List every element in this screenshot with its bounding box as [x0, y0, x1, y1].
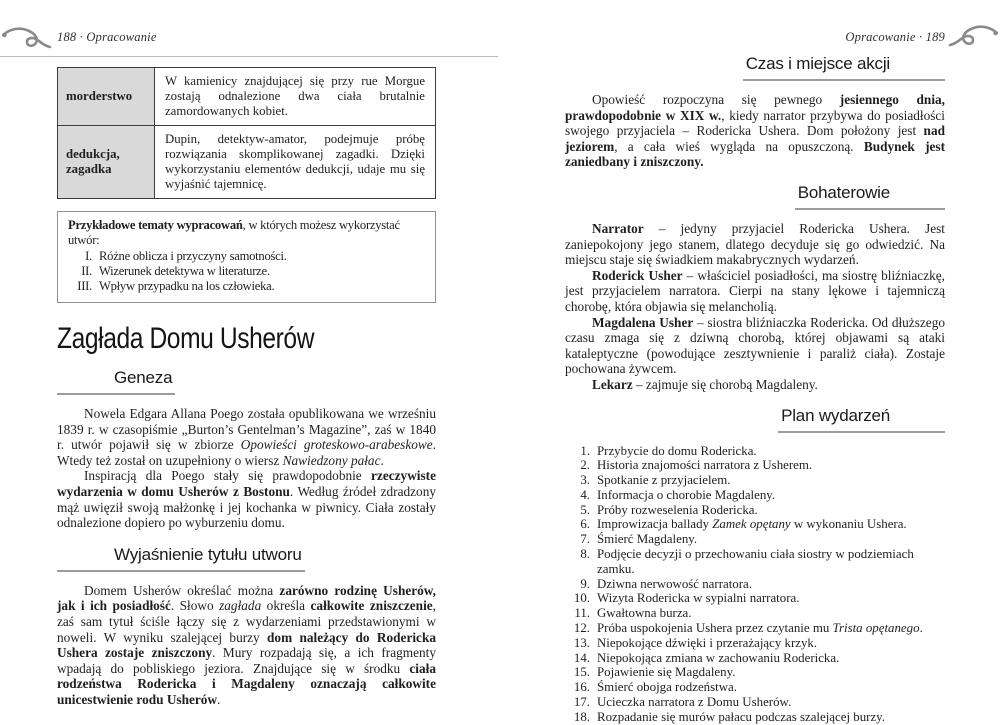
table-row: [58, 126, 436, 199]
topics-box-title-rest: , w których możesz wykorzystać utwór:: [68, 218, 400, 247]
plan-item: [565, 577, 945, 592]
plan-item-number: 12.: [573, 621, 590, 636]
running-head-left: 188 · Opracowanie: [57, 30, 157, 44]
plan-item-text: Niepokojące dźwięki i przerażający krzyk.: [597, 635, 818, 650]
plan-item-text: Pojawienie się Magdaleny.: [597, 665, 736, 680]
plan-item-text: Próby rozweselenia Rodericka.: [597, 502, 758, 517]
topics-list: [68, 249, 425, 294]
plan-item: [565, 532, 945, 547]
section-geneza: [57, 369, 436, 531]
plan-item-number: 17.: [573, 695, 590, 710]
plan-item-number: 6.: [580, 517, 590, 532]
plan-item-number: 11.: [574, 606, 590, 621]
plan-item: [565, 488, 945, 503]
section-characters: [565, 184, 945, 393]
plan-item-text: Podjęcie decyzji o przechowaniu ciała siostry w podziemiach zamku.: [597, 547, 914, 576]
roman-numeral: I.: [85, 249, 92, 263]
plan-item-number: 15.: [573, 665, 590, 680]
character-paragraph: Roderick Usher – właściciel posiadłości, ma siostrę bliźniaczkę, jest przyjacielem narratora. Cierpi na stany lękowe i tajemniczą chorobę, która objawia się melancholią.: [565, 267, 945, 314]
plan-item-number: 14.: [573, 650, 590, 665]
topics-list-item: [68, 279, 425, 294]
plan-item: [565, 651, 945, 666]
plan-item-text: Ucieczka narratora z Domu Usherów.: [597, 695, 792, 710]
section-heading: Czas i miejsce akcji: [743, 55, 945, 81]
plan-item-text: Historia znajomości narratora z Usherem.: [597, 458, 813, 473]
section-time-place: [565, 55, 945, 170]
plan-item-number: 5.: [580, 502, 590, 517]
plan-item-number: 2.: [580, 458, 590, 473]
plan-list: [565, 444, 945, 725]
plan-item-text: Śmierć obojga rodzeństwa.: [597, 680, 737, 695]
chapter-title: Zagłada Domu Usherów: [57, 322, 315, 355]
plan-item-text: Informacja o chorobie Magdaleny.: [597, 487, 776, 502]
page-left-content: [0, 0, 500, 708]
roman-numeral: III.: [77, 279, 92, 293]
paragraph: Nowela Edgara Allana Poego została opublikowana we wrześniu 1839 r. w czasopiśmie „Burton’s Gentelman’s Magazine”, zaś w 1840 r. utwór pojawił się w zbiorze Opowieści groteskowo-arabeskowe. Wtedy też został on uzupełniony o wiersz Nawiedzony pałac.: [57, 406, 436, 468]
topics-box-title-bold: Przykładowe tematy wypracowań: [68, 218, 243, 232]
topic-text: Wizerunek detektywa w literaturze.: [99, 264, 270, 278]
page-left: [0, 0, 500, 707]
plan-item: [565, 473, 945, 488]
plan-item-number: 1.: [580, 443, 590, 458]
plan-item-text: Improwizacja ballady Zamek opętany w wykonaniu Ushera.: [597, 517, 907, 532]
paragraph: Opowieść rozpoczyna się pewnego jesiennego dnia, prawdopodobnie w XIX w., kiedy narrator przybywa do posiadłości swojego przyjaciela – Rodericka Ushera. Dom położony jest nad jeziorem, a cała wieś wygląda na opuszczoną. Budynek jest zaniedbany i zniszczony.: [565, 92, 945, 170]
section-plan: [565, 407, 945, 725]
running-head-rule: [0, 56, 498, 57]
plan-item-number: 9.: [580, 576, 590, 591]
plan-item-text: Dziwna nerwowość narratora.: [597, 576, 752, 591]
paragraph: Inspiracją dla Poego stały się prawdopodobnie rzeczywiste wydarzenia w domu Usherów z Bostonu. Według źródeł zdradzony mąż uwięził swoją małżonkę i jej kochanka w piwnicy. Ciała zostały odnalezione dopiero po wyburzeniu domu.: [57, 468, 436, 531]
motif-term-cell: morderstwo: [58, 68, 155, 126]
plan-item: [565, 458, 945, 473]
plan-item-text: Przybycie do domu Rodericka.: [597, 443, 757, 458]
table-row: [58, 68, 436, 126]
topics-list-item: [68, 264, 425, 279]
character-paragraph: Lekarz – zajmuje się chorobą Magdaleny.: [592, 376, 818, 392]
topics-list-item: [68, 249, 425, 264]
flourish-right-icon: [948, 23, 998, 56]
motif-desc-cell: W kamienicy znajdującej się przy rue Morgue zostają odnalezione dwa ciała brutalnie zamordowanych kobiet.: [155, 68, 436, 126]
plan-item-number: 7.: [580, 532, 590, 547]
plan-item-text: Gwałtowna burza.: [597, 606, 692, 621]
plan-item-number: 16.: [573, 680, 590, 695]
plan-item: [565, 665, 945, 680]
plan-item-text: Spotkanie z przyjacielem.: [597, 473, 731, 488]
section-title-explanation: [57, 546, 436, 708]
plan-item-number: 13.: [573, 635, 590, 650]
paragraph: Domem Usherów określać można zarówno rodzinę Usherów, jak i ich posiadłość. Słowo zagłada określa całkowite zniszczenie, zaś sam tytuł ściśle łączy się z wydarzeniami przedstawionymi w noweli. W wyniku szalejącej burzy dom należący do Rodericka Ushera zostaje zniszczony. Mury rozpadają się, a ich fragmenty wpadają do pobliskiego jeziora. Znajdujące się w środku ciała rodzeństwa Rodericka i Magdaleny oznaczają całkowite unicestwienie rodu Usherów.: [57, 582, 436, 707]
roman-numeral: II.: [81, 264, 92, 278]
page-right-content: [500, 0, 1000, 725]
topic-text: Wpływ przypadku na los człowieka.: [99, 279, 275, 293]
plan-item-number: 10.: [573, 591, 590, 606]
plan-item-number: 3.: [580, 473, 590, 488]
character-paragraph: Magdalena Usher – siostra bliźniaczka Rodericka. Od dłuższego czasu zmaga się z dziwną chorobą, której objawami są ataki kataleptyczne (powodujące zesztywnienie i paraliż ciała). Zostaje pochowana żywcem.: [565, 314, 945, 377]
motifs-table: [57, 67, 436, 199]
plan-item-number: 4.: [580, 487, 590, 502]
motif-desc-cell: Dupin, detektyw-amator, podejmuje próbę rozwiązania skomplikowanej zagadki. Dzięki wykorzystaniu elementów dedukcji, udaje mu się wyjaśnić tajemnicę.: [155, 126, 436, 199]
motif-term-cell: dedukcja, zagadka: [58, 126, 155, 199]
plan-item: [565, 606, 945, 621]
plan-item: [565, 517, 945, 532]
plan-item: [565, 710, 945, 725]
essay-topics-box: [57, 211, 436, 303]
topic-text: Różne oblicza i przyczyny samotności.: [99, 249, 287, 263]
character-paragraph: Narrator – jedyny przyjaciel Rodericka Ushera. Jest zaniepokojony jego stanem, dlatego decyduje się go odwiedzić. Na miejscu staje się świadkiem makabrycznych wydarzeń.: [565, 220, 945, 268]
section-heading: Geneza: [57, 369, 175, 395]
section-heading: Bohaterowie: [795, 184, 945, 210]
plan-item: [565, 636, 945, 651]
plan-item-number: 8.: [580, 547, 590, 562]
plan-item: [565, 680, 945, 695]
plan-item: [565, 621, 945, 636]
plan-item-text: Śmierć Magdaleny.: [597, 532, 698, 547]
plan-item-text: Niepokojąca zmiana w zachowaniu Rodericka.: [597, 650, 840, 665]
plan-item-text: Rozpadanie się murów pałacu podczas szalejącej burzy.: [597, 709, 885, 724]
plan-item: [565, 695, 945, 710]
plan-item: [565, 591, 945, 606]
running-head-right: Opracowanie · 189: [845, 30, 945, 44]
plan-item: [565, 547, 945, 577]
plan-item-text: Wizyta Rodericka w sypialni narratora.: [597, 591, 800, 606]
page-right: [500, 0, 1000, 724]
section-heading: Plan wydarzeń: [778, 407, 945, 433]
plan-item-number: 18.: [573, 709, 590, 724]
plan-item-text: Próba uspokojenia Ushera przez czytanie mu Trista opętanego.: [597, 621, 923, 636]
flourish-left-icon: [2, 25, 52, 58]
plan-item: [565, 503, 945, 518]
topics-box-title: [68, 218, 425, 248]
plan-item: [565, 444, 945, 459]
section-heading: Wyjaśnienie tytułu utworu: [57, 546, 305, 572]
